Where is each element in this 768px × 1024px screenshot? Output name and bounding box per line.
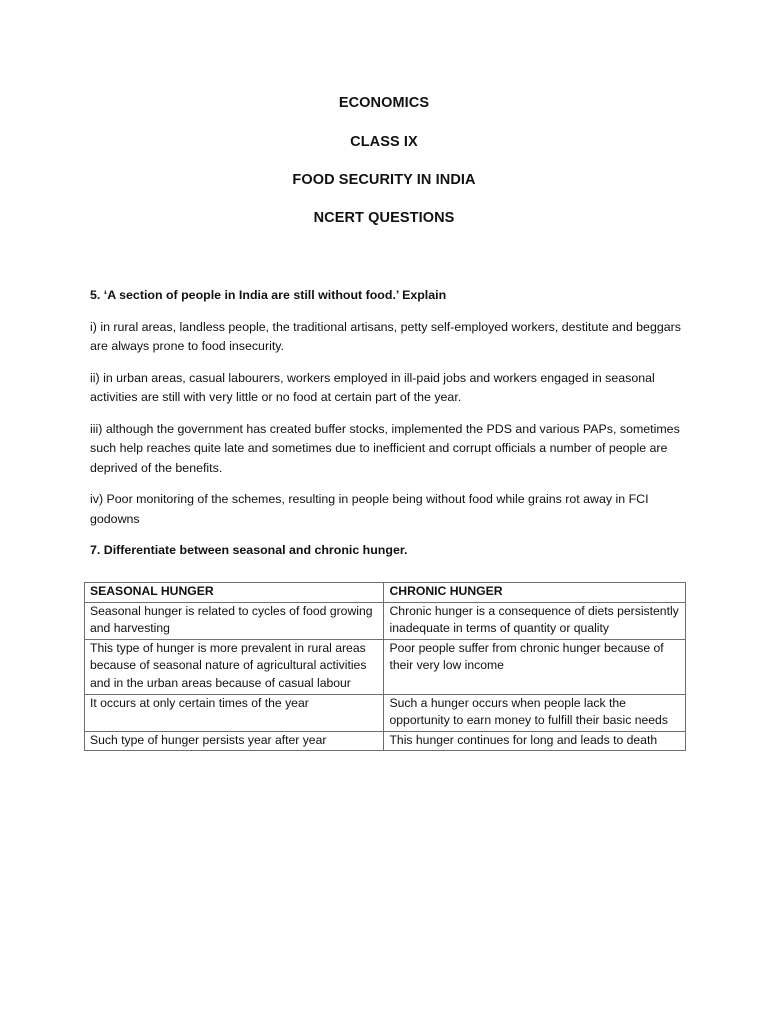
class-heading: CLASS IX (350, 134, 418, 150)
table-header-row (85, 583, 686, 603)
questions-content (90, 286, 688, 574)
table-cell: Seasonal hunger is related to cycles of food growing and harvesting (85, 602, 384, 639)
header-chronic-hunger: CHRONIC HUNGER (384, 583, 686, 603)
table-cell: Chronic hunger is a consequence of diets persistently inadequate in terms of quantity or quality (384, 602, 686, 639)
table-cell: Poor people suffer from chronic hunger because of their very low income (384, 639, 686, 694)
table-cell: This hunger continues for long and leads to death (384, 731, 686, 751)
table-row (85, 639, 686, 694)
answer-5-point-4: iv) Poor monitoring of the schemes, resulting in people being without food while grains rot away in FCI godowns (90, 492, 649, 526)
answer-5-point-1: i) in rural areas, landless people, the traditional artisans, petty self-employed workers, destitute and beggars are always prone to food insecurity. (90, 319, 681, 353)
hunger-comparison-table (84, 582, 686, 751)
table-cell: It occurs at only certain times of the year (85, 694, 384, 731)
table-row (85, 602, 686, 639)
table-cell: Such type of hunger persists year after year (85, 731, 384, 751)
table-row (85, 694, 686, 731)
section-heading: NCERT QUESTIONS (313, 210, 455, 226)
table-cell: This type of hunger is more prevalent in rural areas because of seasonal nature of agricultural activities and in the urban areas because of casual labour (85, 639, 384, 694)
table-cell: Such a hunger occurs when people lack the opportunity to earn money to fulfill their basic needs (384, 694, 686, 731)
subject-heading: ECONOMICS (338, 95, 430, 111)
answer-5-point-3: iii) although the government has created buffer stocks, implemented the PDS and various PAPs, sometimes such help reaches quite late and sometimes due to inefficient and corrupt officials a number of people are deprived of the benefits. (90, 421, 680, 475)
header-seasonal-hunger: SEASONAL HUNGER (85, 583, 384, 603)
question-5-title: 5. ‘A section of people in India are still without food.’ Explain (90, 288, 447, 302)
chapter-heading: FOOD SECURITY IN INDIA (292, 172, 476, 188)
question-7-title: 7. Differentiate between seasonal and chronic hunger. (90, 543, 408, 557)
answer-5-point-2: ii) in urban areas, casual labourers, workers employed in ill-paid jobs and workers engaged in seasonal activities are still with very little or no food at certain part of the year. (90, 370, 655, 404)
table-row (85, 731, 686, 751)
